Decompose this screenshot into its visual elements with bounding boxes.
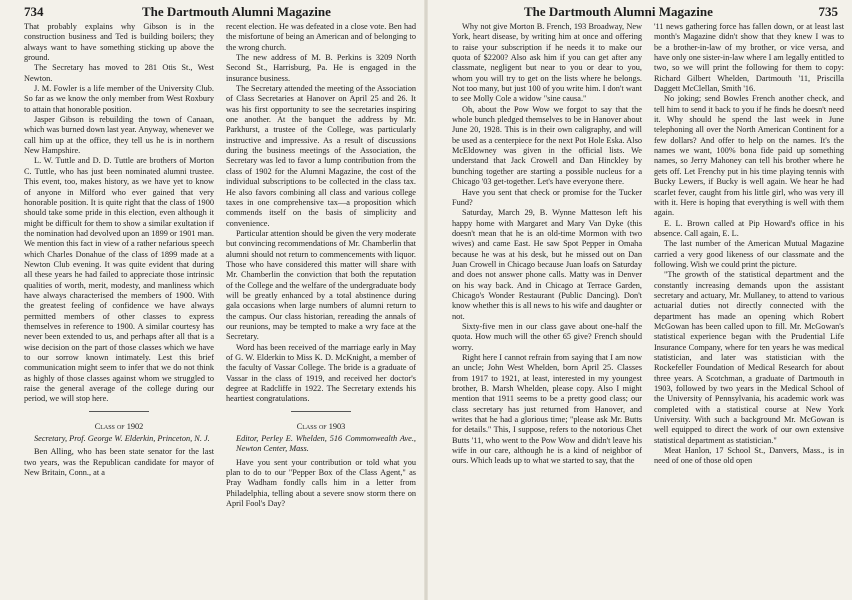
paragraph: The Secretary attended the meeting of the Association of Class Secretaries at Hanover on April 25 and 26. It was his first opportunity to see the secretaries inspiring one another. At the banquet the address by Mr. Parkhurst, a trustee of the College, was particularly instructive and impressive. As a result of discussions during the business meetings of the Association, the Secretary was led to favor a lump contribution from the class of 1902 for the Alumni Magazine, the cost of the individual subscriptions to be collected in the class tax. He also favors combining all class and various college taxes in one comprehensive tax—a proposition which commends itself on the basis of simplicity and convenience. bbox=[226, 84, 416, 228]
paragraph: Jasper Gibson is rebuilding the town of Canaan, which was burned down last year. Anyway, whenever we call him up at the office, they tell us he is in northern New Hampshire. bbox=[24, 115, 214, 156]
paragraph: '11 news gathering force has fallen down, or at least last month's Magazine didn't show that they knew I was to be a brother-in-law of my brother, or vice versa, and have only one sister-in-law where I am legally entitled to two, so we will print the following for them to copy: Richard Gilbert Whelden, Dartmouth '11, Priscilla Daggett McClellan, Smith '16. bbox=[654, 22, 844, 94]
paragraph: Ben Alling, who has been state senator for the last two years, was the Republican candidate for mayor of New Britain, Conn., at a bbox=[24, 447, 214, 478]
paragraph: The Secretary has moved to 281 Otis St., West Newton. bbox=[24, 63, 214, 83]
right-column-2 bbox=[654, 22, 844, 467]
paragraph: Word has been received of the marriage early in May of G. W. Elderkin to Miss K. D. McKnight, a member of the faculty of Vassar College. The bride is a graduate of Vassar in the class of 1919, and received her doctor's degree at Radcliffe in 1922. The Secretary extends his heartiest congratulations. bbox=[226, 342, 416, 404]
paragraph: Why not give Morton B. French, 193 Broadway, New York, heart disease, by writing him at once and offering to raise your subscription if he needs it to make our quota of $2200? Also ask him if you can get after any classmate, negligent but near to you or dear to you, whom you will try to get on the lists where he belongs. Not too many, but just 100 of you write him. I don't want to see Molly Cole a widow "sine causa." bbox=[452, 22, 642, 104]
page-gutter bbox=[424, 0, 428, 600]
class-editor: Editor, Perley E. Whelden, 516 Commonwealth Ave., Newton Center, Mass. bbox=[236, 434, 416, 454]
right-column-1 bbox=[452, 22, 642, 467]
paragraph: No joking; send Bowles French another check, and tell him to send it back to you if he finds he doesn't need it. Why should he spend the last week in June telephoning all over the North American Continent for a few dollars? And offer to help on the names. It's the names we want, 100% bona fide paid up something names, so Jerry Mahoney can tell his brother where he gets off. Let Frenchy put in his time playing tennis with Bucky Lewers, if Bucky is well again. We hear he had scarlet fever, caught from his little girl, who was very ill with it. Here is hoping that everything is well with them again. bbox=[654, 94, 844, 218]
paragraph: The last number of the American Mutual Magazine carried a very good likeness of our classmate and the following. Wish we could print the picture. bbox=[654, 239, 844, 269]
paragraph: Particular attention should be given the very moderate but convincing recommendations of Mr. Chamberlin that alumni should not return to commencements with liquor. Those who have considered this matter will share with Mr. Chamberlin the conviction that both the reputation of the College and the welfare of the undergraduate body will be greatly enhanced by a total abstinence during gala occasions when large numbers of alumni return to the campus. Our class historian, rereading the annals of our reunions, may be tempted to make a wry face at the Secretary. bbox=[226, 228, 416, 342]
paragraph: Right here I cannot refrain from saying that I am now an uncle; John West Whelden, born April 25. Classes from 1917 to 1921, at least, interested in my youngest brother, B. Marsh Whelden, please copy. Also I might mention that 1911 seems to be a pretty good class; our class secretary has just returned from Hanover, and writes that he had a glorious time; "please ask Mr. Butts for details." This, I suppose, refers to the notorious Chet Butts '11, who went to the Pow Wow and didn't leave his wife in our care, although he is a kind of neighbor of ours. Which leads up to what we started to say, that the bbox=[452, 353, 642, 466]
paragraph: Meat Hanlon, 17 School St., Danvers, Mass., is in need of one of those old open bbox=[654, 446, 844, 466]
left-page bbox=[0, 0, 418, 600]
left-column-2 bbox=[226, 22, 416, 509]
left-page-header bbox=[24, 4, 410, 20]
paragraph: Saturday, March 29, B. Wynne Matteson left his happy home with Margaret and Mary Van Dyke (this doesn't mean that he is an old-time Mormon with two wives) and came East. He saw Spot Pepper in Omaha because he was at his desk, but he missed out on Dan Juan Crowell in Chicago because Juan loafs on Saturday and does not answer phone calls. Matty was in Denver on his way back. And in Chicago at Terrace Garden, Chicago's Wonder Restaurant (Public Dancing). Don't know whether this is all news to his wife and daughter or not. bbox=[452, 208, 642, 321]
running-title: The Dartmouth Alumni Magazine bbox=[142, 4, 331, 19]
paragraph: That probably explains why Gibson is in the construction business and Ted is building boilers; they always want to have something sticking up above the ground. bbox=[24, 22, 214, 63]
class-heading: Class of 1903 bbox=[296, 421, 346, 431]
right-page bbox=[434, 0, 852, 600]
paragraph: recent election. He was defeated in a close vote. Ben had the misfortune of being an American and of belonging to the wrong church. bbox=[226, 22, 416, 52]
paragraph: Have you sent that check or promise for the Tucker Fund? bbox=[452, 187, 642, 207]
page-number: 734 bbox=[24, 4, 44, 19]
left-page-columns bbox=[24, 22, 416, 509]
paragraph: E. L. Brown called at Pip Howard's office in his absence. Call again, E. L. bbox=[654, 218, 844, 238]
right-page-columns bbox=[452, 22, 844, 467]
section-rule bbox=[89, 411, 149, 412]
paragraph: The new address of M. B. Perkins is 3209 North Second St., Harrisburg, Pa. He is engaged in the insurance business. bbox=[226, 53, 416, 83]
page-number: 735 bbox=[818, 4, 838, 19]
paragraph: Oh, about the Pow Wow we forgot to say that the whole bunch pledged themselves to be in Hanover about June 20, 1928. This is in their own caligraphy, and will be used as a centerpiece for the next Pot Hole Eska. Also McEldowney was given in the official lists. We understand that Jack Crowell and Dan Hinckley by bunching together are starting a possible nucleus for a Chicago '03 get-together. Let's have everyone there. bbox=[452, 104, 642, 187]
class-secretary: Secretary, Prof. George W. Elderkin, Princeton, N. J. bbox=[34, 434, 210, 444]
paragraph: L. W. Tuttle and D. D. Tuttle are brothers of Morton C. Tuttle, who has just been nominated alumni trustee. This event, too, makes history, as we have yet to know of anyone in Milford who ever gained that very honorable position. It is quite right that the class of 1900 should take some pride in this election, even although it might be difficult for them to show a similar exultation if the nomination had devolved upon an 1899 or 1901 man. We mention this fact in view of a rather nefarious speech which Charles Donahue of the class of 1899 made at a Newton Club evening. It was quite evident that during all these years he had failed to appreciate those intrinsic qualities of worth, merit, modesty, and manliness which have always characterised the members of 1900. With the greatest feeling of confidence we have always permitted members of other classes to express themselves in reference to 1900. A similar courtesy has never been extended to us, and perhaps after all that is a wise decision on the part of those classes which we have to our sorrow known intimately. Lest this brief communication might seem to infer that we do not think as highly of those classes against whom we struggled to raise the general average of the college during our period, we will stop here. bbox=[24, 156, 214, 404]
right-page-header bbox=[452, 4, 838, 20]
paragraph: Have you sent your contribution or told what you plan to do to our "Pepper Box of the Class Agent," as Pray Wadham fondly calls him in a letter from Philadelphia, telling about a severe snow storm there on April Fool's Day? bbox=[226, 457, 416, 509]
left-column-1 bbox=[24, 22, 214, 509]
paragraph: Sixty-five men in our class gave about one-half the quota. How much will the other 65 give? French should worry. bbox=[452, 321, 642, 352]
paragraph: J. M. Fowler is a life member of the University Club. So far as we know the only member from West Roxbury to attain that honorable position. bbox=[24, 84, 214, 114]
quoted-paragraph: "The growth of the statistical department and the constantly increasing demands upon the assistant secretary and actuary, Mr. Mullaney, to attend to various actuarial duties not directly connected with the department has made an opening which Robert McGowan has been called upon to fill. Mr. McGowan's statistical experience began with the Prudential Life Insurance Company, where for ten years he was medical statistician, and later was statistician with the Rockefeller Foundation of Medical Research for about three years. A Scotchman, a graduate of Dartmouth in 1903, followed by two years in the Medical School of the University of Pennsylvania, his academic work was completed with a statistical course at New York University. With such a background Mr. McGowan is well equipped to direct the work of our own extensive statistical department as statistician." bbox=[654, 270, 844, 445]
running-title: The Dartmouth Alumni Magazine bbox=[524, 4, 713, 19]
class-heading: Class of 1902 bbox=[94, 421, 144, 431]
section-rule bbox=[291, 411, 351, 412]
